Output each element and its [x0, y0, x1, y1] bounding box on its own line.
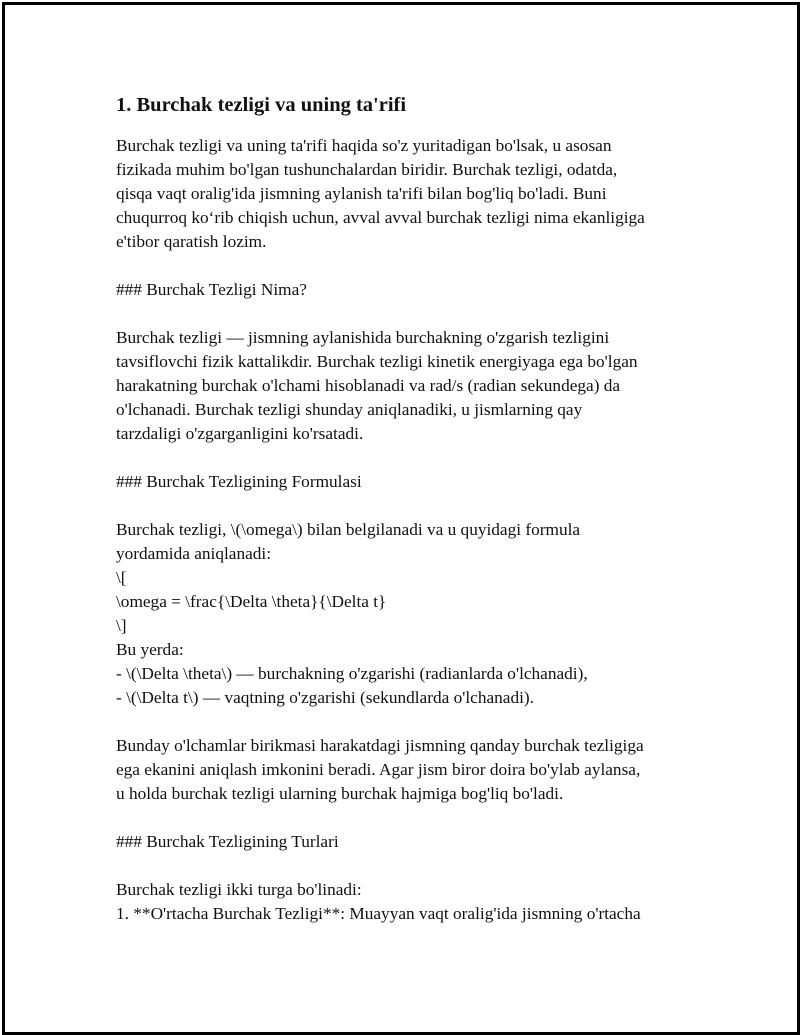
text-line: tavsiflovchi fizik kattalikdir. Burchak tezligi kinetik energiyaga ega bo'lgan: [116, 352, 638, 371]
paragraph: [116, 134, 696, 254]
paragraph: [116, 518, 696, 710]
paragraph-gap: [116, 254, 696, 278]
text-line: Burchak tezligi, \(\omega\) bilan belgilanadi va u quyidagi formula: [116, 520, 581, 539]
text-line: Bu yerda:: [116, 640, 184, 659]
text-line: yordamida aniqlanadi:: [116, 544, 271, 563]
paragraph: [116, 326, 696, 446]
document-title: 1. Burchak tezligi va uning ta'rifi: [116, 94, 407, 116]
text-line: ### Burchak Tezligining Turlari: [116, 832, 339, 851]
text-line: 1. **O'rtacha Burchak Tezligi**: Muayyan vaqt oralig'ida jismning o'rtacha: [116, 904, 641, 923]
text-line: tarzdaligi o'zgarganligini ko'rsatadi.: [116, 424, 364, 443]
text-line: \[: [116, 568, 127, 587]
document-blocks: [116, 134, 696, 926]
paragraph-gap: [116, 854, 696, 878]
section-heading: [116, 470, 696, 494]
text-line: \]: [116, 616, 127, 635]
text-line: - \(\Delta t\) — vaqtning o'zgarishi (sekundlarda o'lchanadi).: [116, 688, 534, 707]
text-line: ### Burchak Tezligi Nima?: [116, 280, 307, 299]
text-line: \omega = \frac{\Delta \theta}{\Delta t}: [116, 592, 387, 611]
text-line: chuqurroq ko‘rib chiqish uchun, avval avval burchak tezligi nima ekanligiga: [116, 208, 645, 227]
paragraph: [116, 734, 696, 806]
document-body: [116, 90, 696, 926]
paragraph-gap: [116, 806, 696, 830]
text-line: o'lchanadi. Burchak tezligi shunday aniqlanadiki, u jismlarning qay: [116, 400, 583, 419]
section-heading: [116, 278, 696, 302]
text-line: harakatning burchak o'lchami hisoblanadi va rad/s (radian sekundega) da: [116, 376, 621, 395]
paragraph: [116, 878, 696, 926]
text-line: fizikada muhim bo'lgan tushunchalardan biridir. Burchak tezligi, odatda,: [116, 160, 618, 179]
text-line: u holda burchak tezligi ularning burchak hajmiga bog'liq bo'ladi.: [116, 784, 564, 803]
text-line: qisqa vaqt oralig'ida jismning aylanish ta'rifi bilan bog'liq bo'ladi. Buni: [116, 184, 607, 203]
paragraph-gap: [116, 302, 696, 326]
text-line: e'tibor qaratish lozim.: [116, 232, 267, 251]
text-line: Burchak tezligi — jismning aylanishida burchakning o'zgarish tezligini: [116, 328, 610, 347]
text-line: Bunday o'lchamlar birikmasi harakatdagi jismning qanday burchak tezligiga: [116, 736, 644, 755]
paragraph-gap: [116, 710, 696, 734]
section-heading: [116, 830, 696, 854]
text-line: - \(\Delta \theta\) — burchakning o'zgarishi (radianlarda o'lchanadi),: [116, 664, 588, 683]
paragraph-gap: [116, 494, 696, 518]
text-line: ### Burchak Tezligining Formulasi: [116, 472, 362, 491]
text-line: Burchak tezligi ikki turga bo'linadi:: [116, 880, 362, 899]
paragraph-gap: [116, 446, 696, 470]
text-line: ega ekanini aniqlash imkonini beradi. Agar jism biror doira bo'ylab aylansa,: [116, 760, 641, 779]
text-line: Burchak tezligi va uning ta'rifi haqida so'z yuritadigan bo'lsak, u asosan: [116, 136, 612, 155]
